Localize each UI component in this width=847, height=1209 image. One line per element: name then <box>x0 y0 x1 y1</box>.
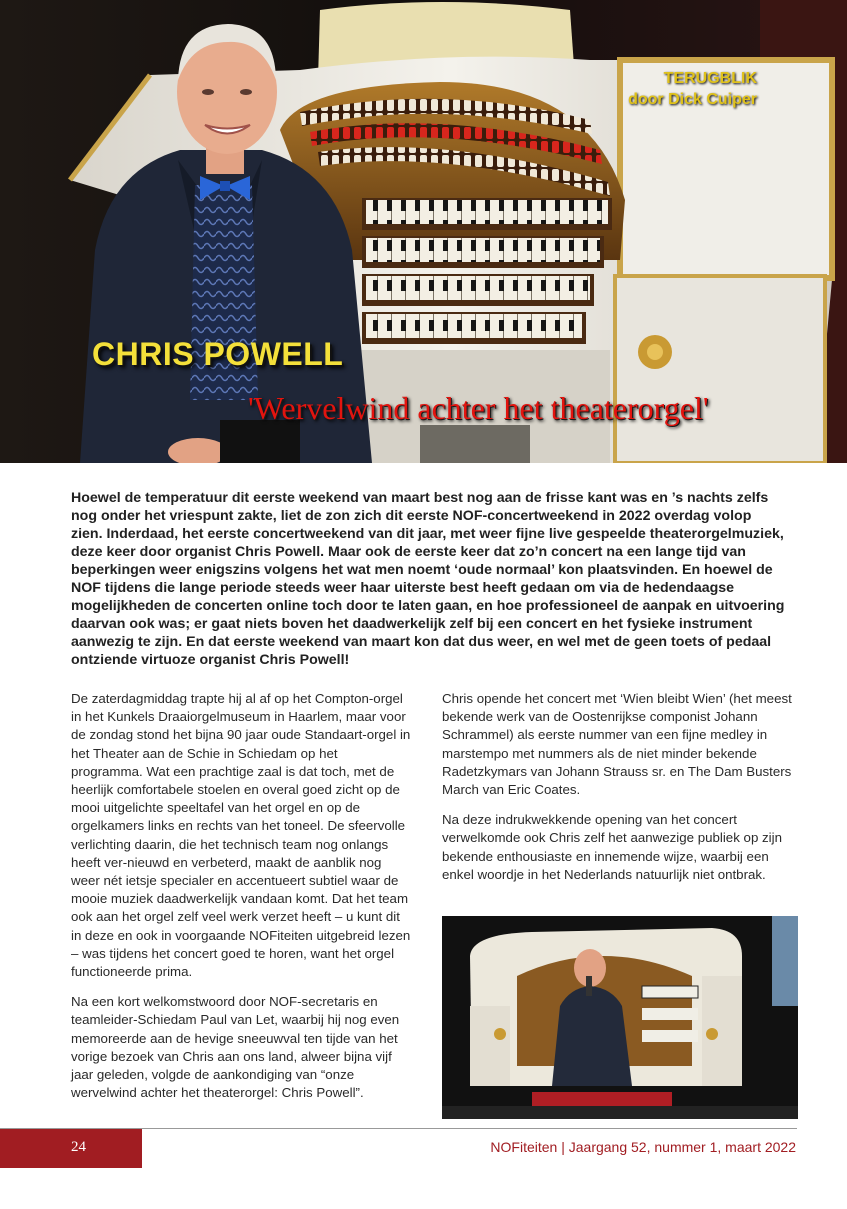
body-paragraph: Na deze indrukwekkende opening van het concert verwelkomde ook Chris zelf het aanwezige publiek op zijn bekende enthousiaste en innemende wijze, waarbij een enkel woordje in het Nederlands natuurlijk niet ontbrak. <box>442 812 782 882</box>
kicker-section: TERUGBLIK <box>663 70 757 87</box>
intro-paragraph: Hoewel de temperatuur dit eerste weekend van maart best nog aan de frisse kant was en ’s nachts zelfs nog onder het vriespunt zakte, liet de zon zich dit eerste NOF-concertweekend in 2022 overdag volop zien. Inderdaad, het eerste concertweekend van dit jaar, met weer fijne live gespeelde theaterorgelmuziek, deze keer door organist Chris Powell. Maar ook de eerste keer dat zo’n concert na een lange tijd van beperkingen weer enigszins volgens het wat men noemt ‘oude normaal’ kon plaatsvinden. En hoewel de NOF tijdens die lange periode steeds weer haar uiterste best heeft gedaan om via de hedendaagse mogelijkheden de concerten online toch door te laten gaan, en hoe professioneel de aanpak en uitvoering daarvan ook was; er gaat niets boven het daadwerkelijk zelf bij een concert en het fysieke instrument aanwezig te zijn. En dat eerste weekend van maart kon dat dus weer, en wel met de geen toets of pedaal ontziende virtuoze organist Chris Powell! <box>71 490 785 668</box>
body-paragraph: Na een kort welkomstwoord door NOF-secretaris en teamleider-Schiedam Paul van Let, waarbij hij nog even memoreerde aan de hevige sneeuwval ten tijde van het vorige bezoek van Chris aan ons land, alweer bijna vijf jaar geleden, volgde de aankondiging van “onze wervelwind achter het theaterorgel: Chris Powell”. <box>71 994 400 1101</box>
publication-info: NOFiteiten | Jaargang 52, nummer 1, maart 2022 <box>490 1139 796 1155</box>
left-column <box>71 690 411 1114</box>
body-paragraph: De zaterdagmiddag trapte hij al af op het Compton-orgel in het Kunkels Draaiorgelmuseum in Haarlem, maar voor de zondag stond het bijna 90 jaar oude Standaart-orgel in het Theater aan de Schie in Schiedam op het programma. Wat een prachtige zaal is dat toch, met de heerlijk comfortabele stoelen en overal goed zicht op de mooi uitgelichte speeltafel van het orgel en op de orgelkamers links en rechts van het toneel. De sfeervolle verlichting daarin, die het technisch team nog onlangs heeft ver-nieuwd en verbeterd, maakt de aanblik nog weer nét ietsje specialer en accentueert subtiel waar de mooie muziek daadwerkelijk vandaan komt. Dat het team ook aan het orgel zelf veel werk verzet heeft – u kunt dit in deze en ook in voorgaande NOFiteiten uitgebreid lezen – was tijdens het concert goed te horen, want het orgel functioneerde prima. <box>71 691 411 980</box>
kicker-author: door Dick Cuiper <box>628 91 757 108</box>
body-paragraph: Chris opende het concert met ‘Wien bleibt Wien’ (het meest bekende werk van de Oostenrijkse componist Johann Schrammel) als eerste nummer van een fijne medley in marstempo met nummers als de niet minder bekende Radetzkymars van Johann Strauss sr. en The Dam Busters March van Eric Coates. <box>442 691 792 798</box>
inset-photo <box>442 916 798 1119</box>
article-title: CHRIS POWELL <box>92 336 344 372</box>
inset-illustration <box>442 916 798 1119</box>
right-column <box>442 690 792 896</box>
hero-photo <box>0 0 847 463</box>
page-number: 24 <box>71 1139 86 1155</box>
article-kicker <box>628 68 757 110</box>
article-subtitle: 'Wervelwind achter het theaterorgel' <box>248 390 709 426</box>
